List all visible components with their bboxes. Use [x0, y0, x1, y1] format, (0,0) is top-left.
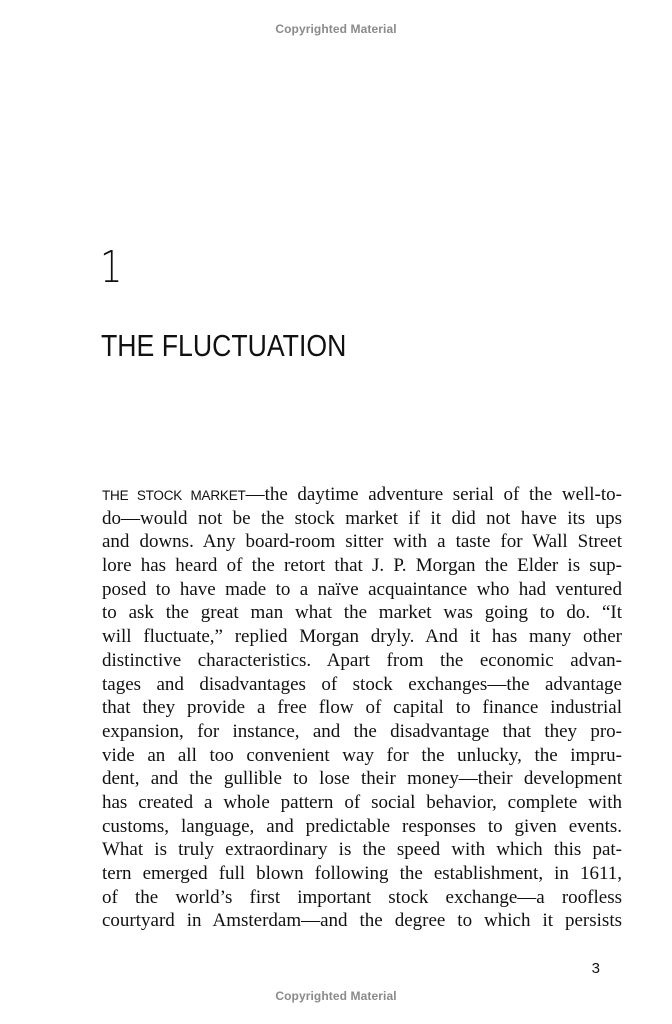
copyright-watermark-top: Copyrighted Material	[275, 22, 397, 36]
body-line: lore has heard of the retort that J. P. Morgan the Elder is sup-	[102, 555, 622, 577]
body-line: and downs. Any board-room sitter with a taste for Wall Street	[102, 531, 622, 553]
chapter-number: 1	[100, 242, 123, 293]
body-line: dent, and the gullible to lose their money—their development	[102, 768, 622, 790]
body-line: has created a whole pattern of social behavior, complete with	[102, 791, 622, 813]
body-line	[102, 483, 622, 507]
body-line: tages and disadvantages of stock exchanges—the advantage	[102, 673, 622, 695]
body-line: expansion, for instance, and the disadvantage that they pro-	[102, 720, 622, 742]
body-line: that they provide a free flow of capital to finance industrial	[102, 697, 622, 719]
body-line: What is truly extraordinary is the speed with which this pat-	[102, 839, 622, 861]
body-line: will fluctuate,” replied Morgan dryly. And it has many other	[102, 626, 622, 648]
page-number: 3	[591, 960, 600, 977]
chapter-title: THE FLUCTUATION	[101, 328, 347, 363]
body-line: vide an all too convenient way for the unlucky, the impru-	[102, 744, 622, 766]
body-line: tern emerged full blown following the establishment, in 1611,	[102, 863, 622, 884]
body-line: do—would not be the stock market if it did not have its ups	[102, 507, 622, 529]
body-paragraph	[102, 483, 622, 933]
lead-in-small-caps: THE STOCK MARKET	[102, 488, 246, 503]
body-line: of the world’s first important stock exchange—a roofless	[102, 886, 622, 908]
body-line: posed to have made to a naïve acquaintance who had ventured	[102, 578, 622, 600]
body-line: customs, language, and predictable responses to given events.	[102, 815, 622, 837]
body-line: distinctive characteristics. Apart from the economic advan-	[102, 649, 622, 671]
body-line: courtyard in Amsterdam—and the degree to which it persists	[102, 910, 622, 932]
copyright-watermark-bottom: Copyrighted Material	[275, 989, 397, 1003]
body-line: to ask the great man what the market was going to do. “It	[102, 602, 622, 624]
first-line-text: —the daytime adventure serial of the well-to-	[245, 484, 622, 505]
